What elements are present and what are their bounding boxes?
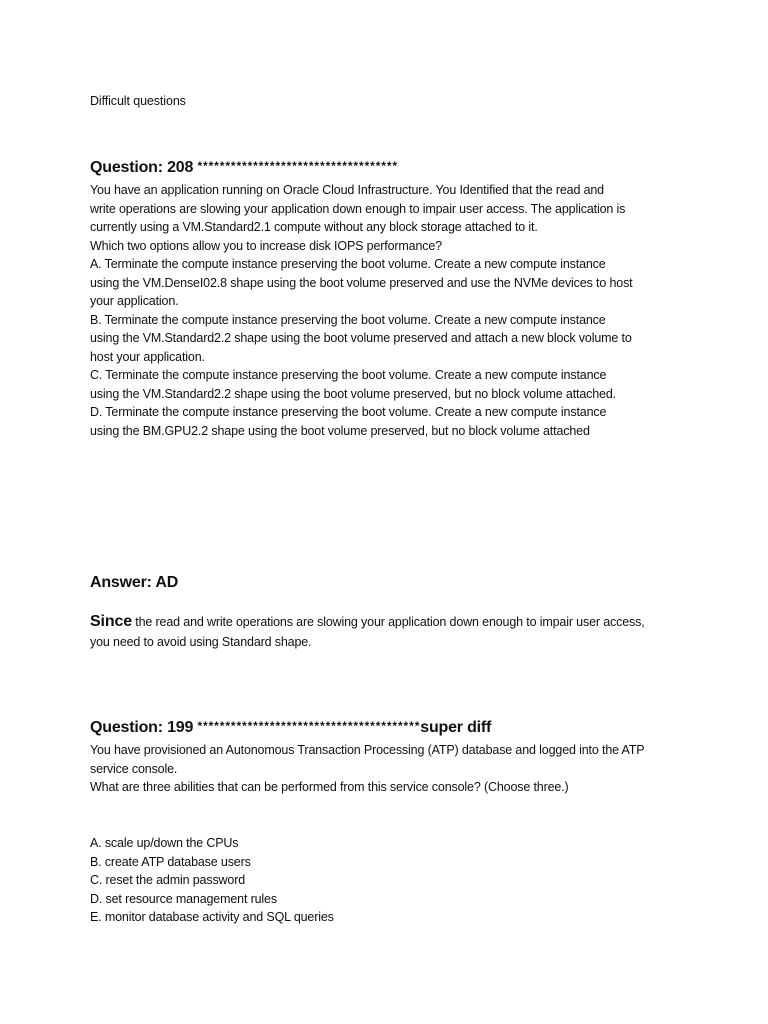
- option-c: C. reset the admin password: [90, 873, 246, 887]
- question-199-heading: [90, 719, 491, 737]
- text-line: service console.: [90, 761, 178, 776]
- text-line: You have provisioned an Autonomous Transaction Processing (ATP) database and logged into the ATP: [90, 743, 645, 757]
- question-208-label: Question: 208: [90, 159, 194, 176]
- option-d-line: using the BM.GPU2.2 shape using the boot volume preserved, but no block volume attached: [90, 423, 590, 438]
- option-b-line: using the VM.Standard2.2 shape using the boot volume preserved and attach a new block volume to: [90, 331, 632, 345]
- question-208-stars: ************************************: [197, 159, 398, 173]
- explanation-line-2: you need to avoid using Standard shape.: [90, 635, 312, 649]
- option-a-line: A. Terminate the compute instance preserving the boot volume. Create a new compute instance: [90, 257, 606, 271]
- question-208-body: [90, 181, 670, 440]
- document-title: Difficult questions: [90, 94, 186, 108]
- explanation-line-1: the read and write operations are slowing your application down enough to impair user access,: [131, 615, 645, 629]
- question-208-heading: [90, 159, 398, 177]
- question-199-stars: ****************************************: [197, 719, 421, 733]
- question-199-options: [90, 834, 670, 927]
- text-line: Which two options allow you to increase disk IOPS performance?: [90, 238, 442, 253]
- text-line: You have an application running on Oracle Cloud Infrastructure. You Identified that the read and: [90, 183, 604, 197]
- option-d-line: D. Terminate the compute instance preserving the boot volume. Create a new compute instance: [90, 405, 607, 419]
- text-line: currently using a VM.Standard2.1 compute without any block storage attached to it.: [90, 220, 538, 234]
- since-word: Since: [90, 613, 132, 630]
- question-199-label: Question: 199: [90, 719, 194, 736]
- option-e: E. monitor database activity and SQL queries: [90, 910, 334, 924]
- option-b-line: B. Terminate the compute instance preserving the boot volume. Create a new compute instance: [90, 312, 606, 327]
- option-d: D. set resource management rules: [90, 891, 277, 906]
- option-b: B. create ATP database users: [90, 854, 251, 869]
- option-a: A. scale up/down the CPUs: [90, 836, 239, 850]
- text-line: What are three abilities that can be performed from this service console? (Choose three.): [90, 780, 569, 794]
- option-a-line: your application.: [90, 294, 179, 308]
- option-c-line: C. Terminate the compute instance preserving the boot volume. Create a new compute instance: [90, 368, 607, 382]
- answer-heading: Answer: AD: [90, 574, 179, 591]
- option-c-line: using the VM.Standard2.2 shape using the boot volume preserved, but no block volume attached.: [90, 386, 616, 401]
- answer-explanation: [90, 612, 690, 652]
- text-line: write operations are slowing your application down enough to impair user access. The application is: [90, 201, 626, 216]
- question-199-body: [90, 741, 670, 797]
- option-a-line: using the VM.DenseI02.8 shape using the boot volume preserved and use the NVMe devices to host: [90, 275, 633, 290]
- option-b-line: host your application.: [90, 349, 205, 364]
- question-199-suffix: super diff: [420, 719, 492, 736]
